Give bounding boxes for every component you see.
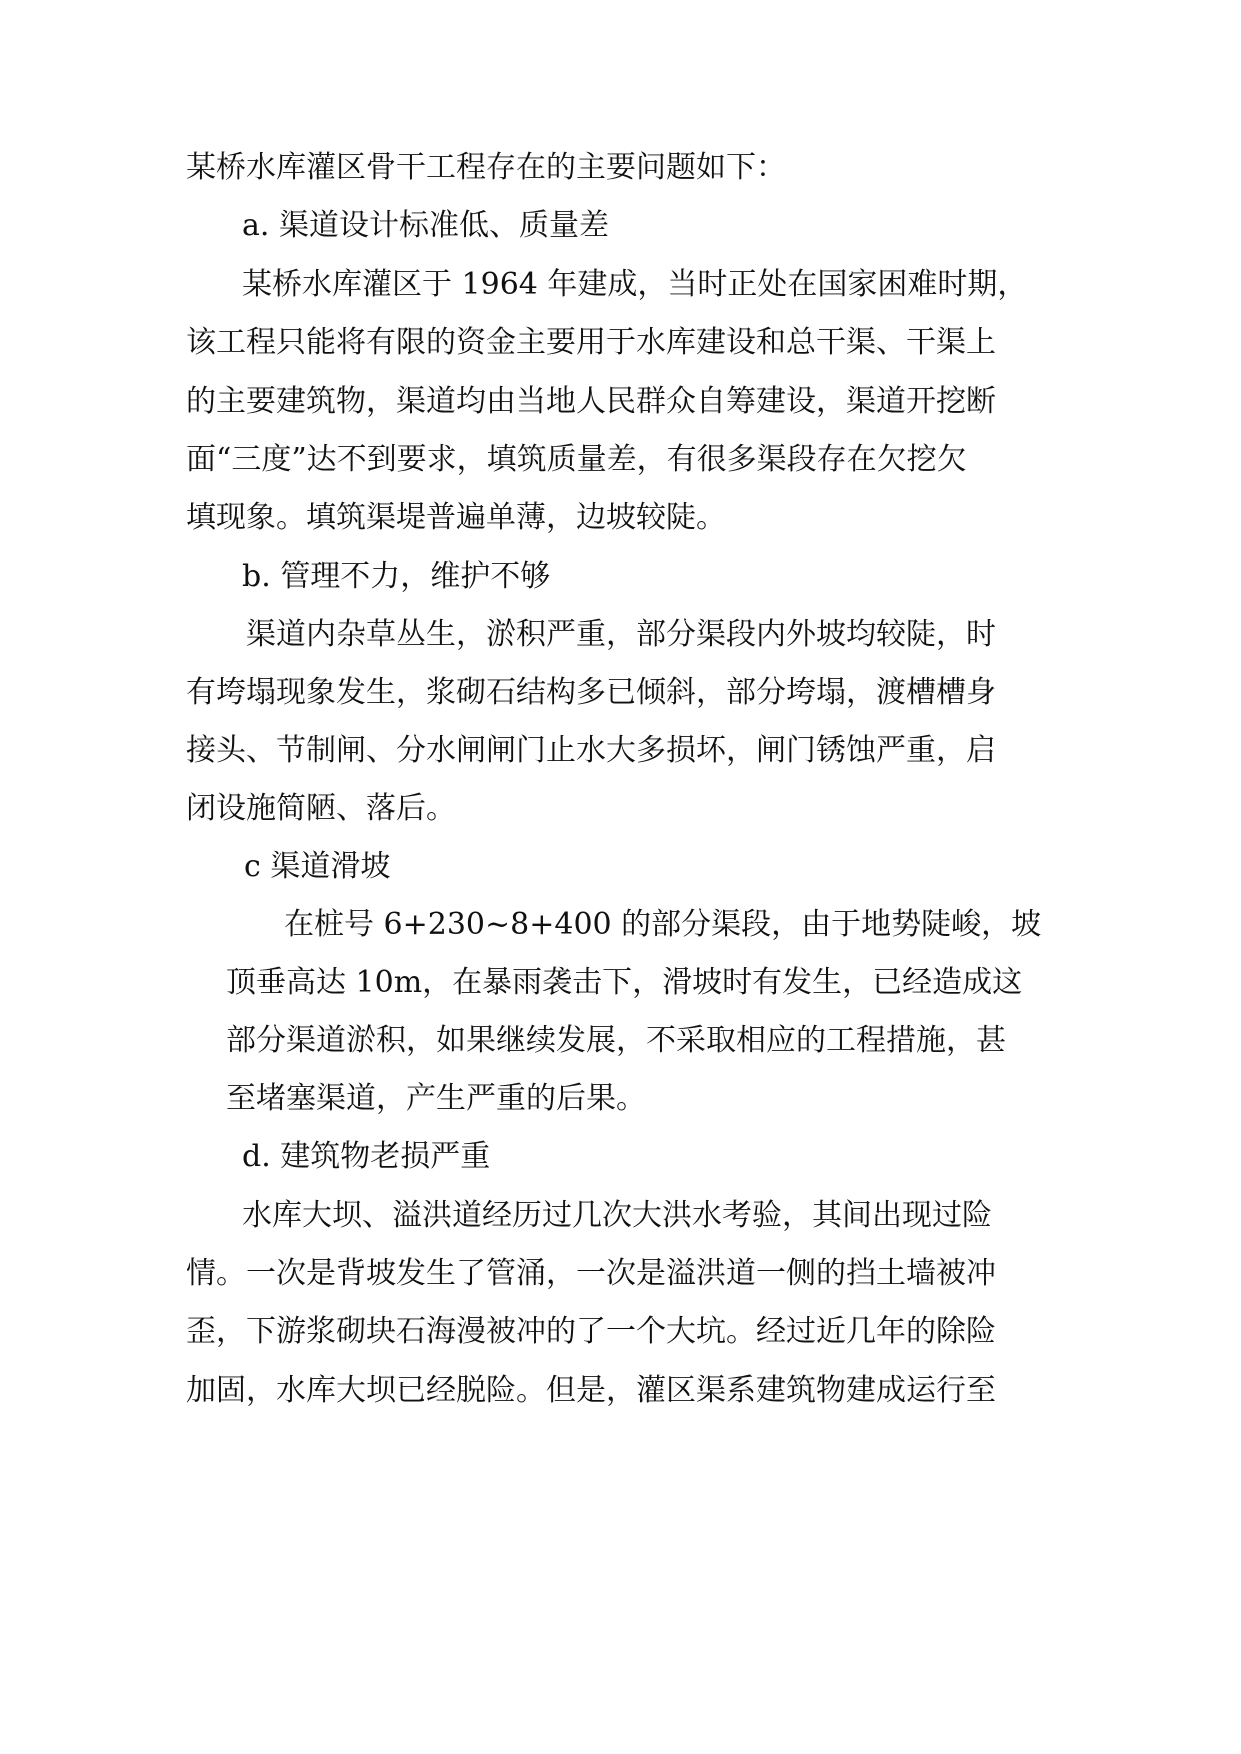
section-a-line-4: 面“三度”达不到要求，填筑质量差，有很多渠段存在欠挖欠 xyxy=(186,442,967,477)
section-d-line-4: 加固，水库大坝已经脱险。但是，灌区渠系建筑物建成运行至 xyxy=(186,1373,996,1408)
section-c-line-1: 在桩号 6+230~8+400 的部分渠段，由于地势陡峻，坡 xyxy=(284,907,1042,942)
section-d-line-1: 水库大坝、溢洪道经历过几次大洪水考验，其间出现过险 xyxy=(242,1198,992,1233)
section-b-line-3: 接头、节制闸、分水闸闸门止水大多损坏，闸门锈蚀严重，启 xyxy=(186,733,996,768)
intro-paragraph: 某桥水库灌区骨干工程存在的主要问题如下： xyxy=(186,150,786,185)
section-d-line-2: 情。一次是背坡发生了管涌，一次是溢洪道一侧的挡土墙被冲 xyxy=(186,1256,996,1291)
section-a-line-2: 该工程只能将有限的资金主要用于水库建设和总干渠、干渠上 xyxy=(186,325,996,360)
section-c-line-4: 至堵塞渠道，产生严重的后果。 xyxy=(226,1081,646,1116)
section-a-line-5: 填现象。填筑渠堤普遍单薄，边坡较陡。 xyxy=(186,500,726,535)
section-c-line-3: 部分渠道淤积，如果继续发展，不采取相应的工程措施，甚 xyxy=(226,1023,1006,1058)
section-d-line-3: 歪，下游浆砌块石海漫被冲的了一个大坑。经过近几年的除险 xyxy=(186,1314,996,1349)
section-a-heading: a. 渠道设计标准低、质量差 xyxy=(242,208,609,243)
section-b-line-4: 闭设施简陋、落后。 xyxy=(186,791,456,826)
section-b-heading: b. 管理不力，维护不够 xyxy=(242,559,551,594)
section-d-heading: d. 建筑物老损严重 xyxy=(242,1139,491,1174)
section-c-line-2: 顶垂高达 10m，在暴雨袭击下，滑坡时有发生，已经造成这 xyxy=(226,965,1023,1000)
section-a-line-3: 的主要建筑物，渠道均由当地人民群众自筹建设，渠道开挖断 xyxy=(186,384,996,419)
section-b-line-1: 渠道内杂草丛生，淤积严重，部分渠段内外坡均较陡，时 xyxy=(246,617,996,652)
section-c-heading: c 渠道滑坡 xyxy=(244,849,391,884)
section-b-line-2: 有垮塌现象发生，浆砌石结构多已倾斜，部分垮塌，渡槽槽身 xyxy=(186,675,996,710)
section-a-line-1: 某桥水库灌区于 1964 年建成，当时正处在国家困难时期， xyxy=(242,267,1028,302)
